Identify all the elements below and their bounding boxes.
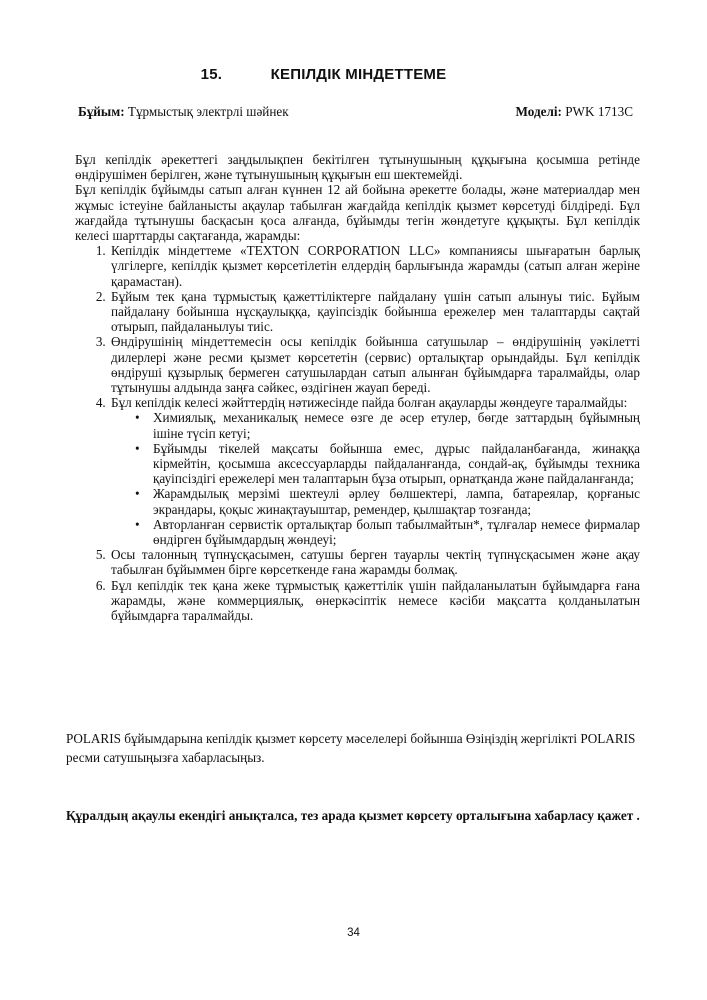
exclusion-item: • Химиялық, механикалық немесе өзге де әсер етулер, бөгде заттардың бұйымның ішіне түсіп кетуі; (153, 410, 640, 440)
model-value: PWK 1713C (561, 104, 633, 119)
condition-text: Бұйым тек қана тұрмыстық қажеттіліктерге пайдалану үшін сатып алынуы тиіс. Бұйым пайдалану бойынша нұсқаулыққа, қауіпсіздік бойынша ережелер мен талаптарды сақтай отырып, пайдаланылуы тиіс. (111, 288, 640, 335)
condition-item (109, 578, 640, 624)
model-label: Моделі: (515, 104, 562, 119)
condition-text: Кепілдік міндеттеме «TEXTON CORPORATION LLC» компаниясы шығаратын барлық үлгілерге, кепілдік қызмет көрсетілетін елдердің барлығында жарамды (сатып алған жеріне қарамастан). (111, 243, 640, 289)
model-info (515, 104, 633, 120)
exclusion-item: • Жарамдылық мерзімі шектеулі әрлеу бөлшектері, лампа, батареялар, қорғаныс экрандары, қоқыс жинақтауыштар, ремендер, қылшақтар тозғанда; (153, 486, 640, 516)
exclusion-item: • Бұйымды тікелей мақсаты бойынша емес, дұрыс пайдаланбағанда, жинаққа кірмейтін, қосымша аксессуарларды пайдаланғанда, сондай-ақ, бұйымды техника қауіпсіздігі ережелері мен талаптарын бұза отырып, орнатқанда және пайдаланғанда; (153, 441, 640, 487)
warranty-body (75, 152, 640, 623)
section-title: КЕПІЛДІК МІНДЕТТЕМЕ (270, 66, 447, 83)
condition-item (109, 243, 640, 289)
intro-paragraph-1: Бұл кепілдік әрекеттегі заңдылықпен бекітілген тұтынушының құқығына қосымша ретінде өндірушімен берілген, және тұтынушының құқығын еш шектемейді. (75, 152, 640, 183)
condition-item (109, 395, 640, 547)
page-title (0, 66, 707, 83)
section-number: 15. (200, 66, 223, 83)
exclusion-item: • Авторланған сервистік орталықтар болып табылмайтын*, тұлғалар немесе фирмалар өндірген бұйымдардың жөндеуі; (153, 517, 640, 547)
condition-text: Бұл кепілдік тек қана жеке тұрмыстық қажеттілік үшін пайдаланылатын бұйымдарға ғана жарамды, және коммерциялық, өнеркәсіптік немесе кәсіби мақсатта қолданылатын бұйымдарға таралмайды. (111, 577, 640, 624)
contact-paragraph: POLARIS бұйымдарына кепілдік қызмет көрсету мәселелері бойынша Өзіңіздің жергілікті POLARIS ресми сатушыңызға хабарласыңыз. (66, 731, 636, 765)
condition-item (109, 289, 640, 335)
product-label: Бұйым: (78, 104, 125, 119)
condition-item (109, 547, 640, 577)
page-number: 34 (347, 927, 360, 939)
condition-text: Өндірушінің міндеттемесін осы кепілдік бойынша сатушылар – өндірушінің уәкілетті дилерлері және ресми қызмет көрсететін (сервис) орталықтар орындайды. Бұл кепілдік өндіруші құзырлық бермеген сатушылардан сатып алынған бұйымдарға таралмайды, олар тұтынушы алдында заңға сәйкес, өздігінен жауап береді. (111, 334, 640, 396)
product-meta-row (78, 104, 633, 120)
condition-text: Бұл кепілдік келесі жәйттердің нәтижесінде пайда болған ақауларды жөндеуге таралмайды: (111, 395, 628, 411)
product-info (78, 104, 289, 120)
exclusions-list (111, 410, 640, 547)
intro-paragraph-2: Бұл кепілдік бұйымды сатып алған күннен 12 ай бойына әрекетте болады, және материалдар мен жұмыс істеуіне байланысты ақаулар табылған жағдайда кепілдік қызмет көрсетуді білдіреді. Бұл жағдайда тұтынушы басқасын қоса алғанда, бұйымды тегін жөндетуге құқықты. Бұл кепілдік келесі шарттарды сақтағанда, жарамды: (75, 182, 640, 244)
condition-text: Осы талонның түпнұсқасымен, сатушы берген тауарлы чектің түпнұсқасымен және ақау табылған бұйыммен бірге көрсеткенде ғана жарамды болмақ. (111, 547, 640, 578)
product-value: Тұрмыстық электрлі шәйнек (124, 104, 289, 119)
conditions-list (75, 243, 640, 623)
warning-paragraph: Құралдың ақаулы екендігі анықталса, тез арада қызмет көрсету орталығына хабарласу қажет . (66, 808, 640, 823)
condition-item (109, 334, 640, 395)
